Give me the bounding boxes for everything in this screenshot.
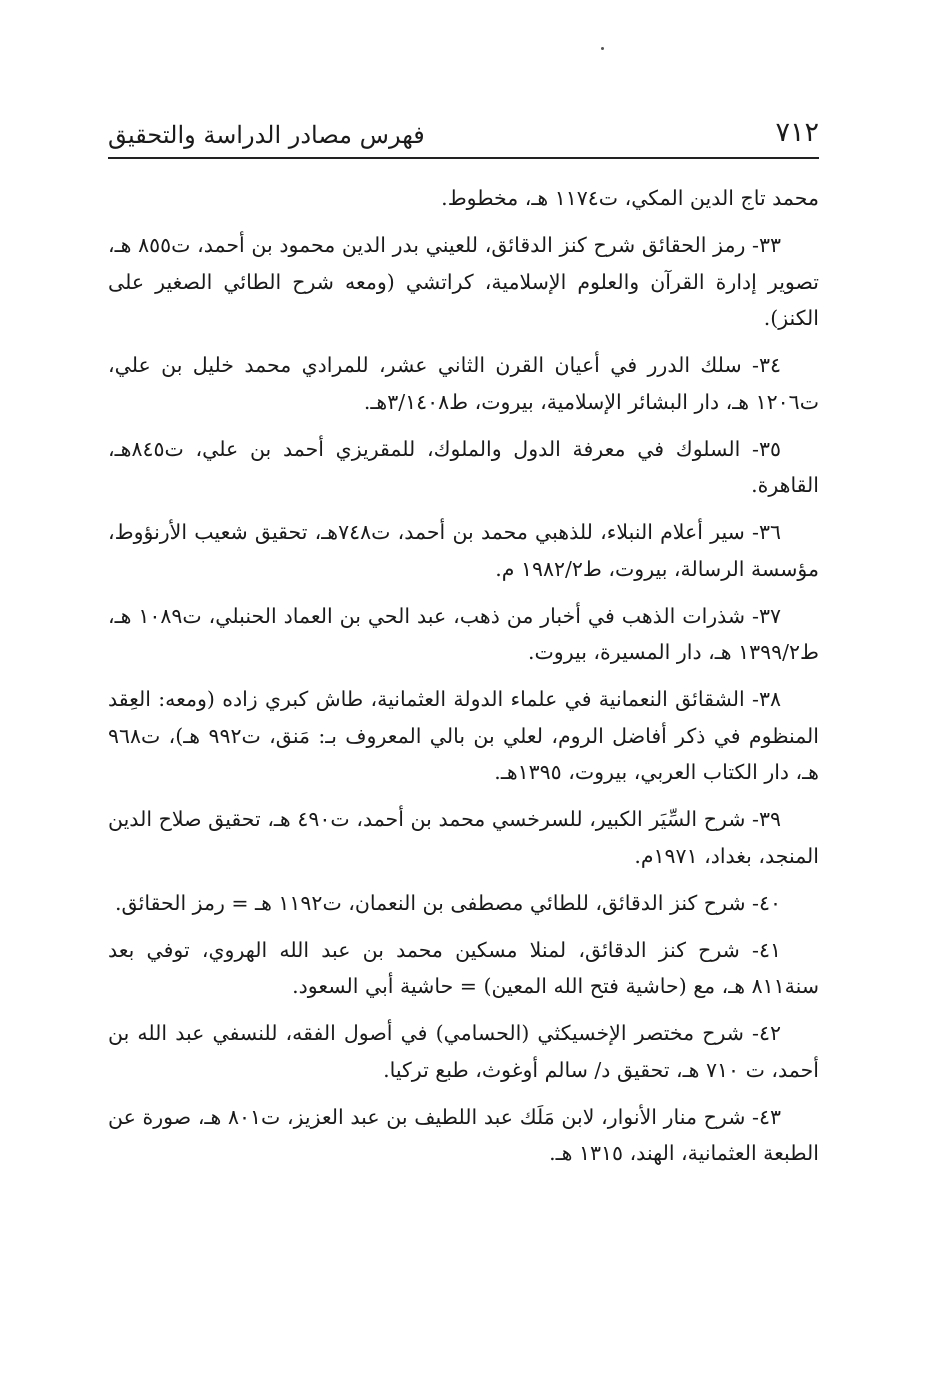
entry-33: ٣٣- رمز الحقائق شرح كنز الدقائق، للعيني بدر الدين محمود بن أحمد، ت٨٥٥ هـ، تصوير إدارة القرآن والعلوم الإسلامية، كراتشي (ومعه شرح الطائي الصغير على الكنز). [108, 233, 819, 330]
entry-32-continuation: محمد تاج الدين المكي، ت١١٧٤ هـ، مخطوط. [441, 186, 819, 210]
entry-37: ٣٧- شذرات الذهب في أخبار من ذهب، عبد الحي بن العماد الحنبلي، ت١٠٨٩ هـ، ط١٣٩٩/٢ هـ، دار المسيرة، بيروت. [108, 603, 819, 664]
entry-35: ٣٥- السلوك في معرفة الدول والملوك، للمقريزي أحمد بن علي، ت٨٤٥هـ، القاهرة. [108, 436, 819, 497]
entry-43: ٤٣- شرح منار الأنوار، لابن مَلَك عبد اللطيف بن عبد العزيز، ت٨٠١ هـ، صورة عن الطبعة العثمانية، الهند، ١٣١٥ هـ. [108, 1104, 819, 1165]
entry-36: ٣٦- سير أعلام النبلاء، للذهبي محمد بن أحمد، ت٧٤٨هـ، تحقيق شعيب الأرنؤوط، مؤسسة الرسالة، بيروت، ط١٩٨٢/٢ م. [108, 520, 819, 581]
running-header [108, 112, 819, 158]
entry-42: ٤٢- شرح مختصر الإخسيكثي (الحسامي) في أصول الفقه، للنسفي عبد الله بن أحمد، ت ٧١٠ هـ، تحقيق د/ سالم أوغوث، طبع تركيا. [108, 1021, 819, 1082]
page-number: ٧١٢ [775, 117, 819, 148]
entry-39: ٣٩- شرح السِّيَر الكبير، للسرخسي محمد بن أحمد، ت٤٩٠ هـ، تحقيق صلاح الدين المنجد، بغداد، ١٩٧١م. [108, 807, 819, 868]
entry-40: ٤٠- شرح كنز الدقائق، للطائي مصطفى بن النعمان، ت١١٩٢ هـ = رمز الحقائق. [115, 890, 781, 915]
entry-41: ٤١- شرح كنز الدقائق، لمنلا مسكين محمد بن عبد الله الهروي، توفي بعد سنة٨١١ هـ، مع (حاشية فتح الله المعين) = حاشية أبي السعود. [108, 937, 819, 998]
entry-34: ٣٤- سلك الدرر في أعيان القرن الثاني عشر، للمرادي محمد خليل بن علي، ت١٢٠٦ هـ، دار البشائر الإسلامية، بيروت، ط٣/١٤٠٨هـ. [108, 353, 819, 414]
running-title: فهرس مصادر الدراسة والتحقيق [108, 121, 425, 149]
header-rule [108, 157, 819, 159]
entry-38: ٣٨- الشقائق النعمانية في علماء الدولة العثمانية، طاش كبري زاده (ومعه: العِقد المنظوم في ذكر أفاضل الروم، لعلي بن بالي المعروف بـ: مَنق، ت٩٩٢ هـ)، ت٩٦٨ هـ، دار الكتاب العربي، بيروت، ١٣٩٥هـ. [108, 687, 820, 784]
scan-speck [601, 47, 604, 50]
bibliography-list [108, 180, 819, 1182]
